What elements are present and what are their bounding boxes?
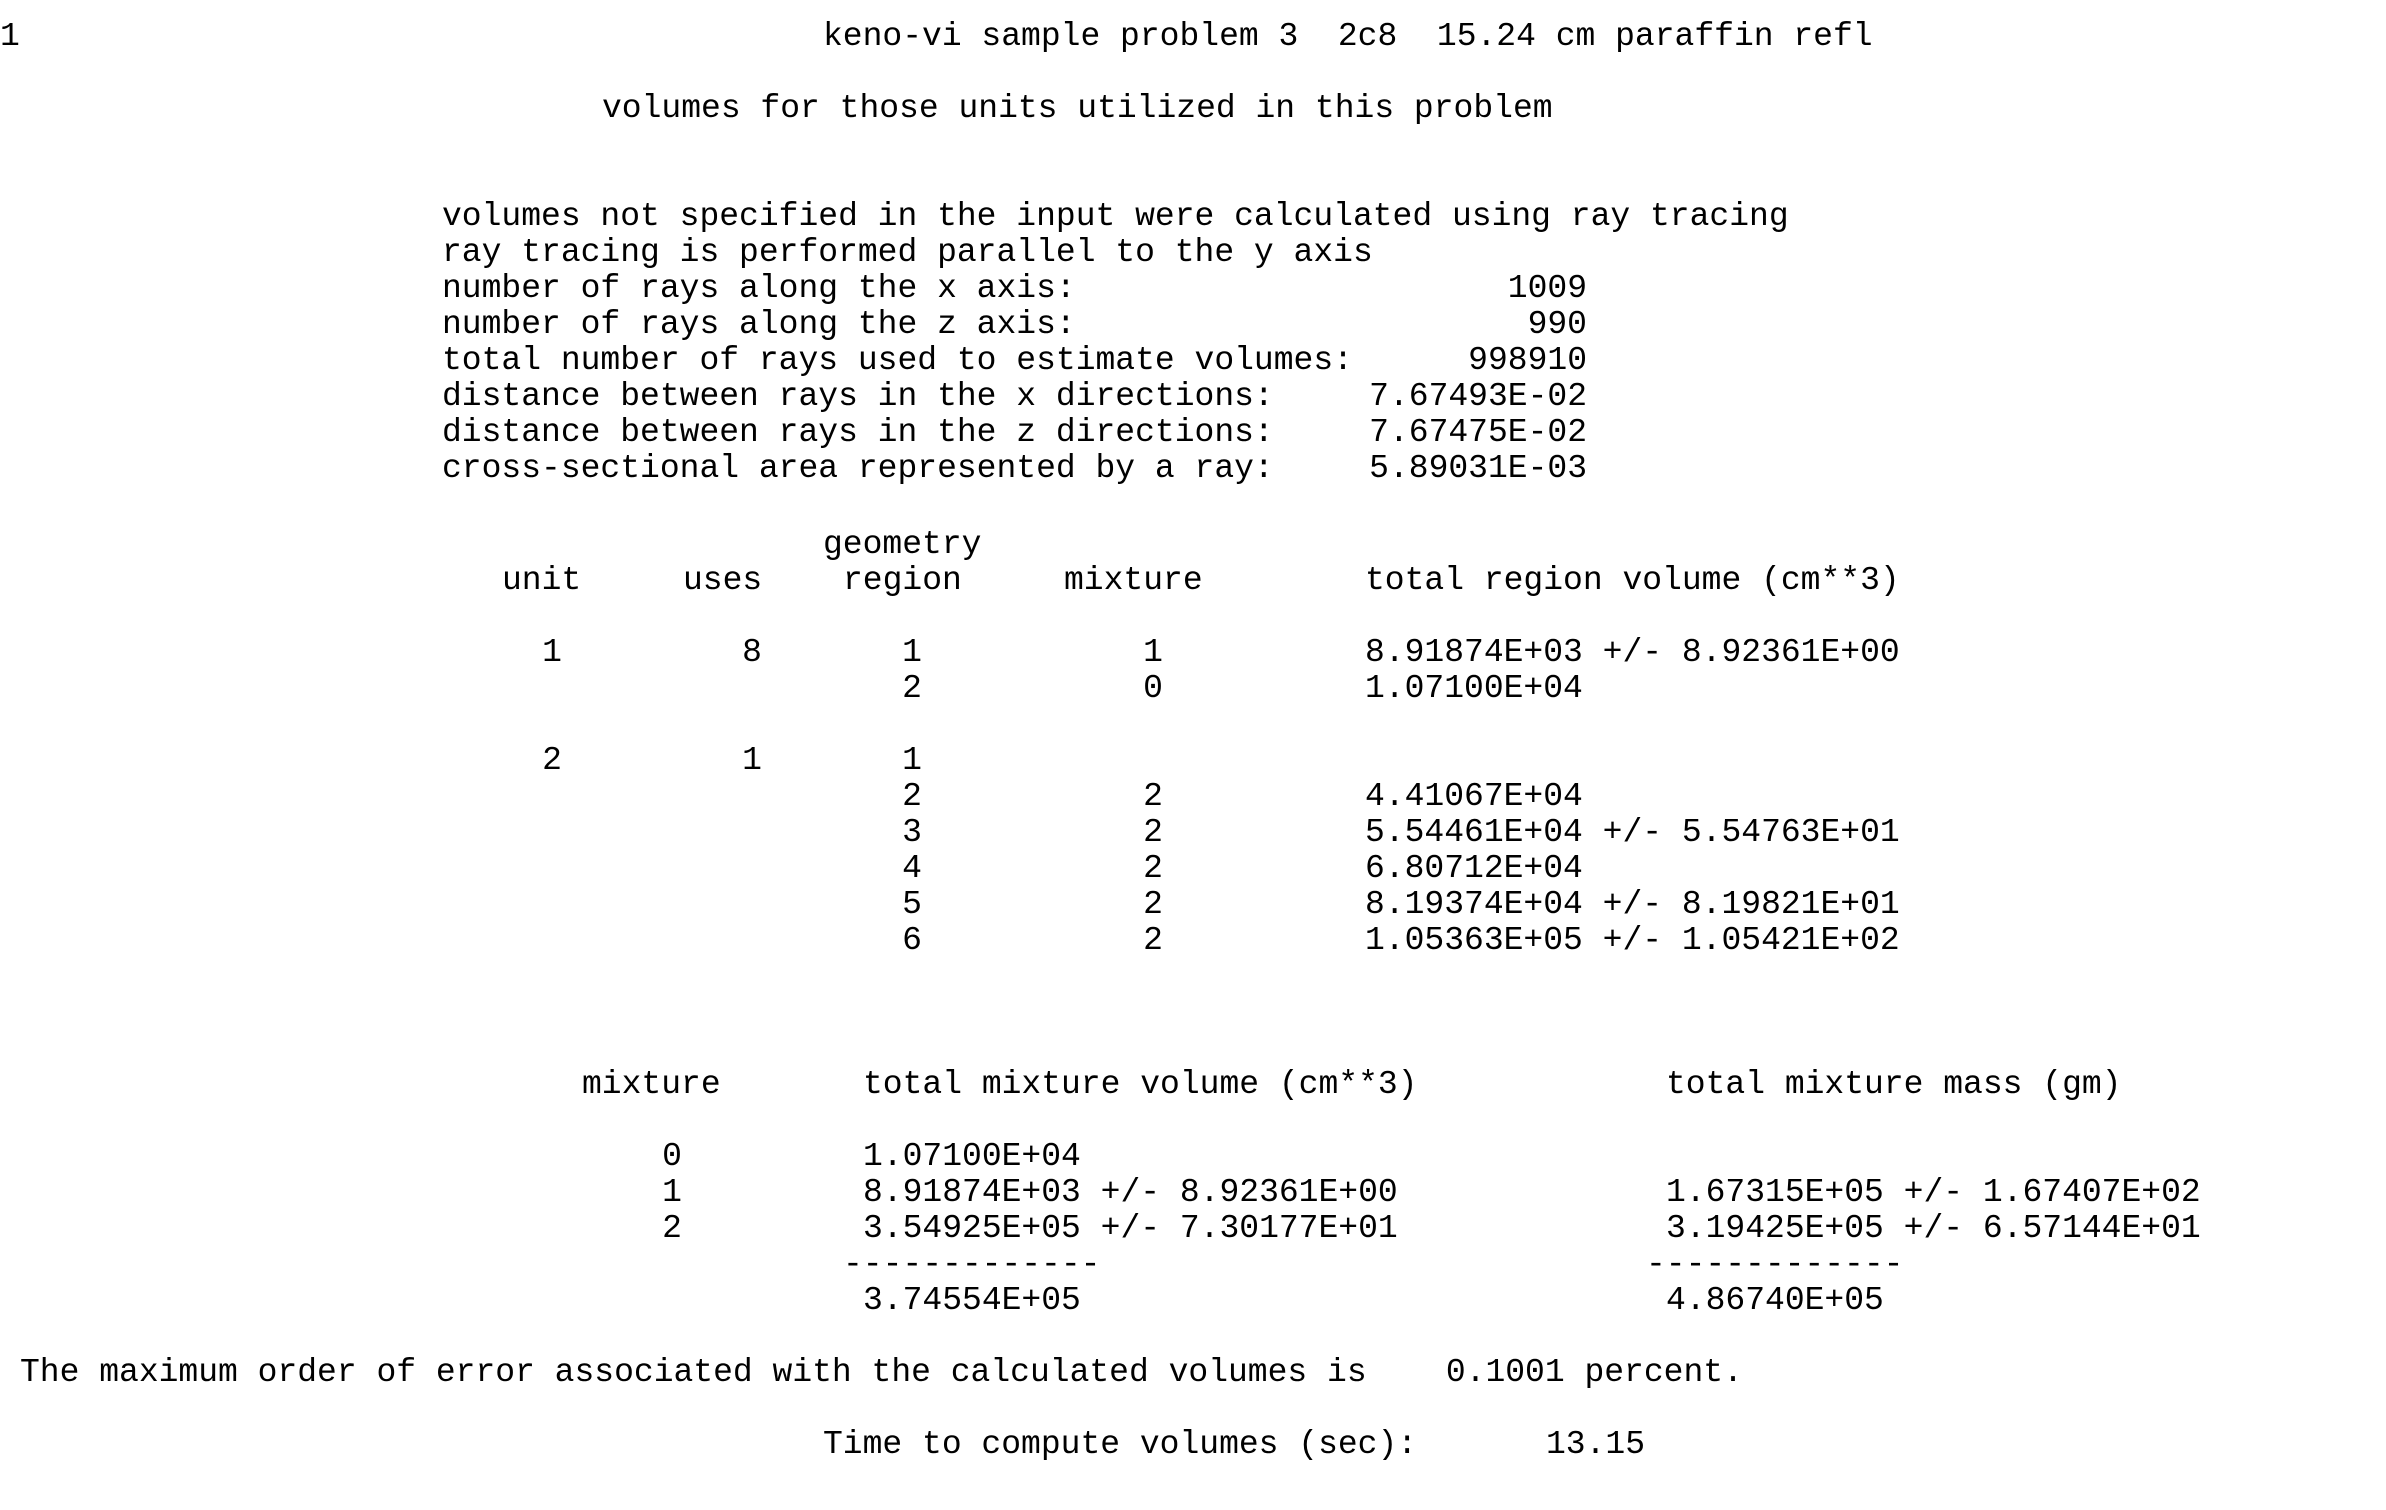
- cell-volume: 6.80712E+04: [1365, 850, 1583, 887]
- total-mixture-volume: 3.74554E+05: [863, 1282, 1081, 1319]
- ray-info-label: total number of rays used to estimate volumes:: [442, 342, 1353, 379]
- cell-mixture: 0: [662, 1138, 682, 1175]
- cell-region: 4: [902, 850, 922, 887]
- cell-mixture-mass: 3.19425E+05 +/- 6.57144E+01: [1666, 1210, 2201, 1247]
- page-subtitle: volumes for those units utilized in this problem: [602, 90, 1553, 127]
- ray-info-value: 990: [1527, 306, 1587, 343]
- cell-region: 1: [902, 742, 922, 779]
- cell-mixture-volume: 8.91874E+03 +/- 8.92361E+00: [863, 1174, 1398, 1211]
- ray-info-label: number of rays along the x axis:: [442, 270, 1076, 307]
- cell-region: 3: [902, 814, 922, 851]
- cell-mixture-volume: 1.07100E+04: [863, 1138, 1081, 1175]
- ray-info-label: number of rays along the z axis:: [442, 306, 1076, 343]
- page-marker: 1: [0, 18, 20, 55]
- cell-uses: 8: [742, 634, 762, 671]
- cell-volume: 1.07100E+04: [1365, 670, 1583, 707]
- cell-region: 2: [902, 778, 922, 815]
- column-header-mixture-mass: total mixture mass (gm): [1666, 1066, 2122, 1103]
- cell-mixture: 2: [662, 1210, 682, 1247]
- cell-mixture: 2: [1143, 850, 1163, 887]
- column-header-mixture: mixture: [1064, 562, 1203, 599]
- column-header-uses: uses: [683, 562, 763, 599]
- column-header-mixture: mixture: [582, 1066, 721, 1103]
- column-header-unit: unit: [502, 562, 582, 599]
- cell-region: 6: [902, 922, 922, 959]
- ray-note: ray tracing is performed parallel to the y axis: [442, 234, 1373, 271]
- total-mixture-mass: 4.86740E+05: [1666, 1282, 1884, 1319]
- cell-region: 1: [902, 634, 922, 671]
- column-header-region: region: [843, 562, 962, 599]
- cell-uses: 1: [742, 742, 762, 779]
- cell-volume: 8.91874E+03 +/- 8.92361E+00: [1365, 634, 1900, 671]
- cell-region: 2: [902, 670, 922, 707]
- ray-info-label: distance between rays in the z directions:: [442, 414, 1274, 451]
- cell-mixture-mass: 1.67315E+05 +/- 1.67407E+02: [1666, 1174, 2201, 1211]
- cell-mixture: 2: [1143, 778, 1163, 815]
- cell-volume: 1.05363E+05 +/- 1.05421E+02: [1365, 922, 1900, 959]
- ray-info-label: distance between rays in the x directions:: [442, 378, 1274, 415]
- ray-info-value: 7.67475E-02: [1369, 414, 1587, 451]
- cell-mixture: 0: [1143, 670, 1163, 707]
- cell-volume: 8.19374E+04 +/- 8.19821E+01: [1365, 886, 1900, 923]
- ray-info-value: 5.89031E-03: [1369, 450, 1587, 487]
- time-value: 13.15: [1546, 1426, 1646, 1463]
- cell-volume: 4.41067E+04: [1365, 778, 1583, 815]
- cell-region: 5: [902, 886, 922, 923]
- cell-mixture: 2: [1143, 886, 1163, 923]
- ray-info-value: 1009: [1507, 270, 1587, 307]
- column-header-geometry: geometry: [823, 526, 982, 563]
- separator-volume: -------------: [843, 1246, 1101, 1283]
- cell-mixture: 1: [662, 1174, 682, 1211]
- cell-unit: 2: [542, 742, 562, 779]
- ray-info-value: 7.67493E-02: [1369, 378, 1587, 415]
- ray-info-label: cross-sectional area represented by a ray:: [442, 450, 1274, 487]
- column-header-volume: total region volume (cm**3): [1365, 562, 1900, 599]
- ray-note: volumes not specified in the input were calculated using ray tracing: [442, 198, 1789, 235]
- cell-unit: 1: [542, 634, 562, 671]
- time-label: Time to compute volumes (sec):: [823, 1426, 1418, 1463]
- separator-mass: -------------: [1646, 1246, 1904, 1283]
- page-title: keno-vi sample problem 3 2c8 15.24 cm paraffin refl: [823, 18, 1873, 55]
- column-header-mixture-volume: total mixture volume (cm**3): [863, 1066, 1418, 1103]
- error-summary: The maximum order of error associated with the calculated volumes is 0.1001 percent.: [20, 1354, 1743, 1391]
- cell-mixture-volume: 3.54925E+05 +/- 7.30177E+01: [863, 1210, 1398, 1247]
- cell-mixture: 2: [1143, 814, 1163, 851]
- ray-info-value: 998910: [1468, 342, 1587, 379]
- cell-mixture: 2: [1143, 922, 1163, 959]
- cell-mixture: 1: [1143, 634, 1163, 671]
- cell-volume: 5.54461E+04 +/- 5.54763E+01: [1365, 814, 1900, 851]
